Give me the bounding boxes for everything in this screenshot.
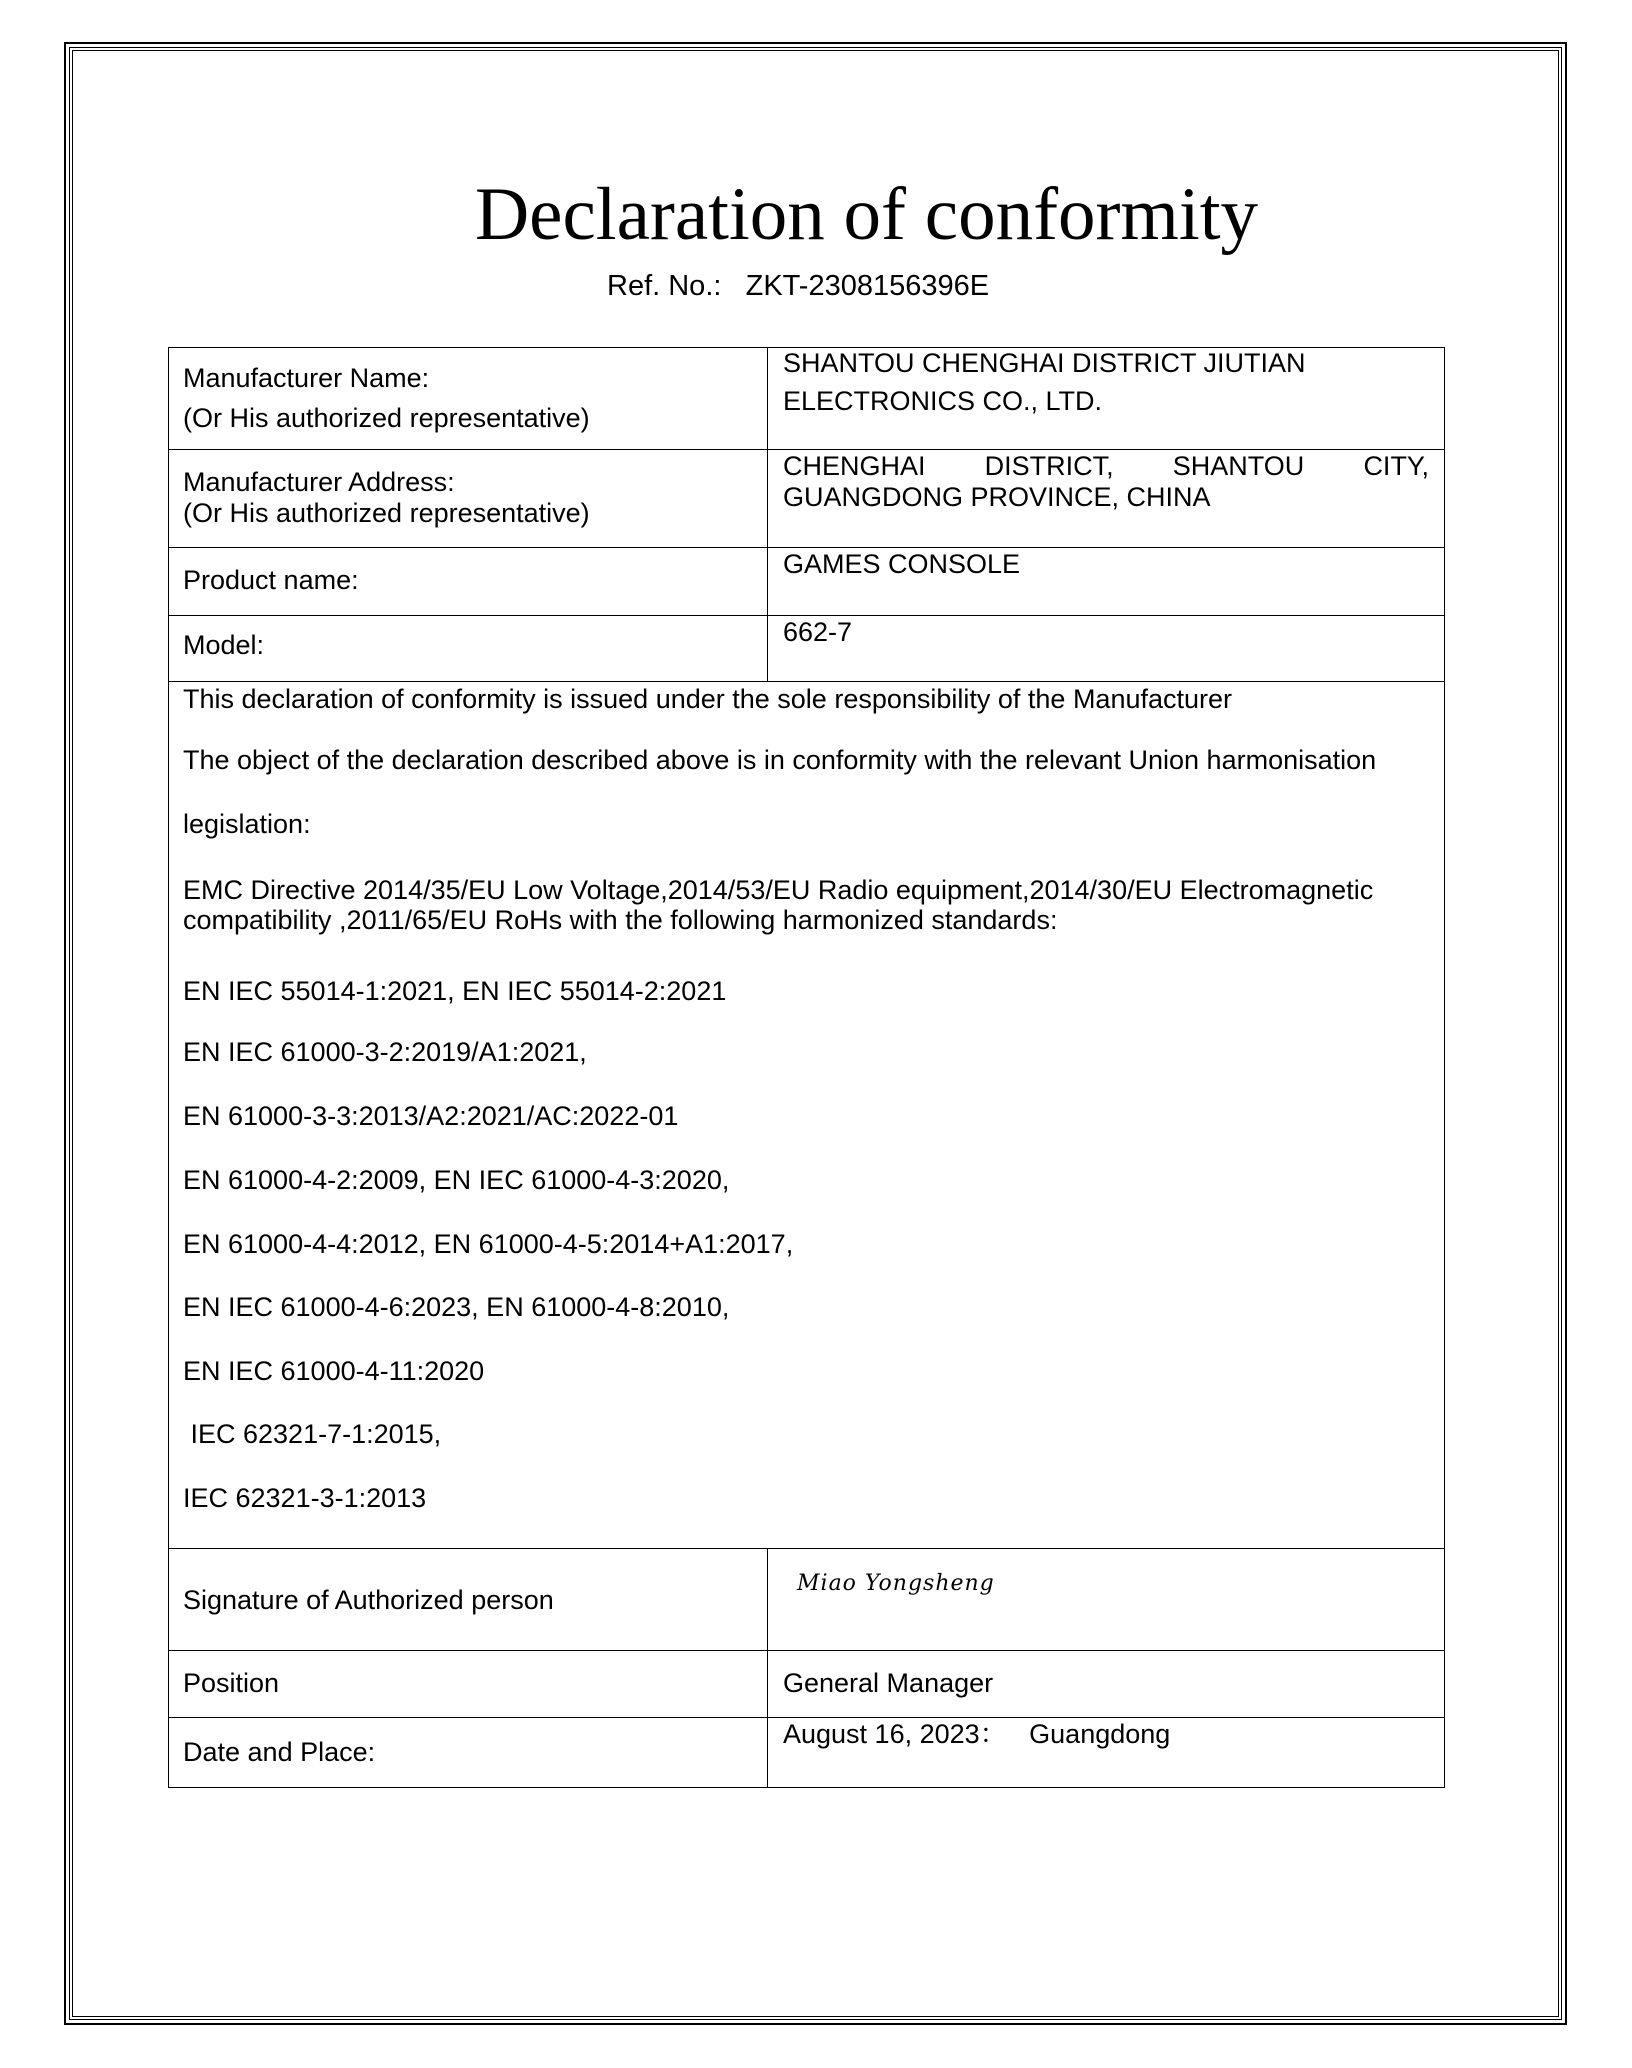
date-place-value: August 16, 2023： Guangdong [783, 1719, 1171, 1749]
declaration-object-line1: The object of the declaration described above is in conformity with the relevant Union harmonisation [183, 745, 1377, 775]
row-divider [168, 681, 1445, 682]
manufacturer-address-sublabel: (Or His authorized representative) [183, 498, 590, 528]
column-divider-bottom [767, 1548, 768, 1788]
page-title: Declaration of conformity [475, 173, 1259, 256]
signature-value: Miao Yongsheng [797, 1571, 995, 1596]
manufacturer-name-sublabel: (Or His authorized representative) [183, 403, 590, 433]
row-divider [168, 547, 1445, 548]
ref-label: Ref. No.: [607, 270, 722, 302]
standard-item: EN IEC 61000-3-2:2019/A1:2021, [183, 1037, 587, 1067]
manufacturer-address-value-line1 [783, 453, 1429, 480]
model-value: 662-7 [783, 617, 853, 647]
manufacturer-name-value-line2: ELECTRONICS CO., LTD. [783, 386, 1103, 416]
standard-item: EN 61000-3-3:2013/A2:2021/AC:2022-01 [183, 1101, 679, 1131]
manufacturer-name-value-line1: SHANTOU CHENGHAI DISTRICT JIUTIAN [783, 348, 1306, 378]
address-word: CITY, [1363, 451, 1429, 481]
row-divider [168, 615, 1445, 616]
row-divider [168, 1548, 1445, 1549]
address-word: CHENGHAI [783, 451, 926, 481]
manufacturer-address-label: Manufacturer Address: [183, 467, 455, 497]
declaration-statement: This declaration of conformity is issued under the sole responsibility of the Manufacturer [183, 684, 1233, 714]
column-divider-top [767, 347, 768, 681]
product-name-label: Product name: [183, 565, 359, 595]
position-label: Position [183, 1668, 280, 1698]
address-word: SHANTOU [1172, 451, 1305, 481]
directives-line2: compatibility ,2011/65/EU RoHs with the following harmonized standards: [183, 905, 1058, 935]
standard-item: EN IEC 61000-4-11:2020 [183, 1356, 485, 1386]
manufacturer-address-value-line2: GUANGDONG PROVINCE, CHINA [783, 482, 1211, 512]
standard-item: EN IEC 55014-1:2021, EN IEC 55014-2:2021 [183, 976, 727, 1006]
standard-item: EN IEC 61000-4-6:2023, EN 61000-4-8:2010, [183, 1292, 730, 1322]
standard-item: EN 61000-4-2:2009, EN IEC 61000-4-3:2020, [183, 1165, 730, 1195]
address-word: DISTRICT, [984, 451, 1114, 481]
standard-item: IEC 62321-7-1:2015, [183, 1419, 442, 1449]
ref-number-line [607, 272, 989, 301]
position-value: General Manager [783, 1668, 994, 1698]
ref-number: ZKT-2308156396E [745, 270, 990, 302]
date-place-label: Date and Place: [183, 1737, 376, 1767]
standard-item: EN 61000-4-4:2012, EN 61000-4-5:2014+A1:2017, [183, 1229, 794, 1259]
declaration-object-line2: legislation: [183, 809, 311, 839]
standard-item: IEC 62321-3-1:2013 [183, 1483, 427, 1513]
manufacturer-name-label: Manufacturer Name: [183, 363, 430, 393]
row-divider [168, 449, 1445, 450]
model-label: Model: [183, 630, 265, 660]
row-divider [168, 1717, 1445, 1718]
signature-label: Signature of Authorized person [183, 1585, 554, 1615]
product-name-value: GAMES CONSOLE [783, 549, 1021, 579]
directives-line1: EMC Directive 2014/35/EU Low Voltage,2014/53/EU Radio equipment,2014/30/EU Electromagnetic [183, 875, 1374, 905]
row-divider [168, 1650, 1445, 1651]
